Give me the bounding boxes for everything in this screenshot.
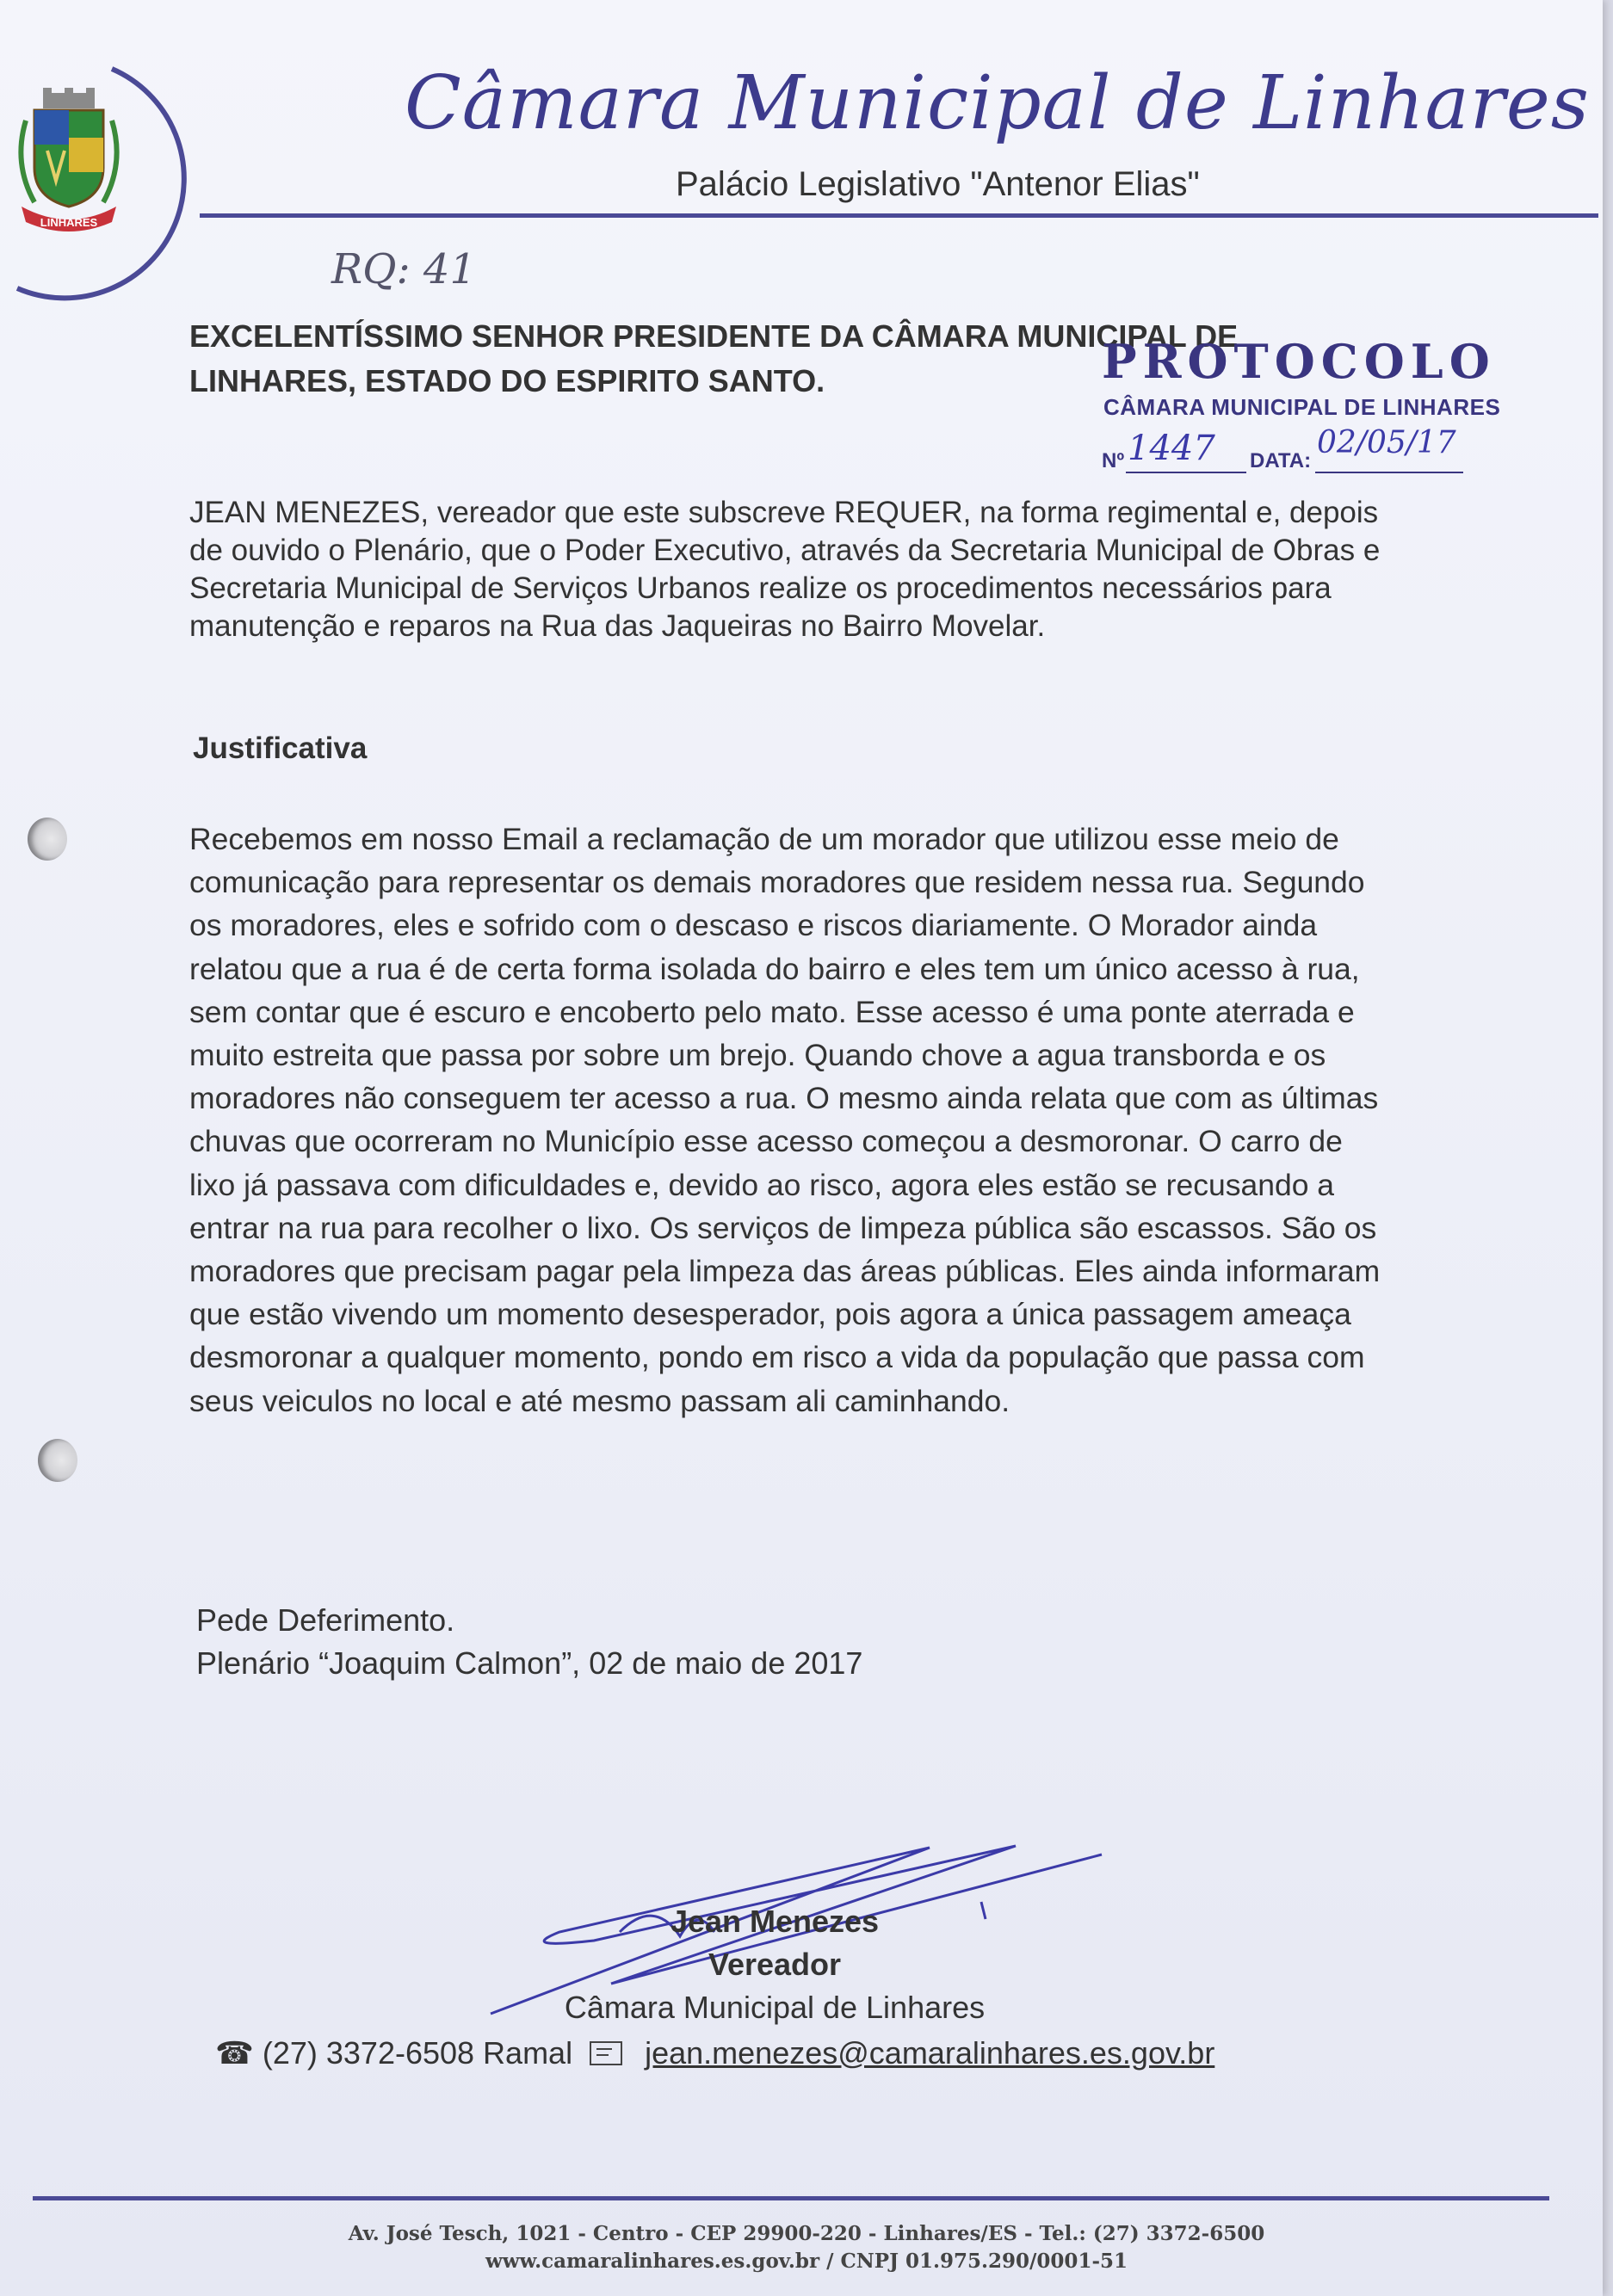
closing-block — [196, 1599, 862, 1685]
contact-line — [215, 2035, 1214, 2071]
stamp-date-value: 02/05/17 — [1317, 425, 1456, 460]
institution-subtitle: Palácio Legislativo "Antenor Elias" — [676, 165, 1200, 203]
stamp-number-underline — [1126, 472, 1246, 473]
footer — [0, 2220, 1613, 2275]
stamp-date-underline — [1315, 472, 1463, 473]
header-rule — [200, 213, 1598, 218]
envelope-icon — [590, 2041, 622, 2065]
stamp-title: PROTOCOLO — [1102, 334, 1496, 389]
closing-text: Pede Deferimento. — [196, 1602, 455, 1638]
signer-name: Jean Menezes — [670, 1904, 880, 1939]
crest-banner-text: LINHARES — [40, 216, 98, 229]
institution-title: Câmara Municipal de Linhares — [405, 60, 1590, 146]
stamp-fields — [1102, 425, 1463, 480]
email-link[interactable]: jean.menezes@camaralinhares.es.gov.br — [645, 2035, 1215, 2071]
stamp-subtitle: CÂMARA MUNICIPAL DE LINHARES — [1103, 394, 1501, 420]
phone-number: (27) 3372-6508 Ramal — [262, 2035, 573, 2071]
stamp-number-value: 1447 — [1128, 429, 1215, 468]
footer-address: Av. José Tesch, 1021 - Centro - CEP 29900-220 - Linhares/ES - Tel.: (27) 3372-6500 — [348, 2222, 1265, 2245]
signer-role: Vereador — [708, 1947, 842, 1982]
handwritten-reference: RQ: 41 — [331, 245, 476, 293]
signer-organization: Câmara Municipal de Linhares — [564, 1990, 986, 2025]
justification-paragraph: Recebemos em nosso Email a reclamação de um morador que utilizou esse meio de comunicação para representar os demais moradores que residem nessa rua. Segundo os moradores, eles e sofrido com o descaso e riscos diariamente. O Morador ainda relatou que a rua é de certa forma isolada do bairro e eles tem um único acesso à rua, sem contar que é escuro e encoberto pelo mato. Esse acesso é uma ponte aterrada e muito estreita que passa por sobre um brejo. Quando chove a agua transborda e os moradores não conseguem ter acesso a rua. O mesmo ainda relata que com as últimas chuvas que ocorreram no Município esse acesso começou a desmoronar. O carro de lixo já passava com dificuldades e, devido ao risco, agora eles estão se recusando a entrar na rua para recolher o lixo. Os serviços de limpeza pública são escassos. São os moradores que precisam pagar pela limpeza das áreas públicas. Eles ainda informaram que estão vivendo um momento desesperador, pois agora a única passagem ameaça desmoronar a qualquer momento, pondo em risco a vida da população que passa com seus veiculos no local e até mesmo passam ali caminhando. — [189, 822, 1381, 1418]
stamp-date-label: DATA: — [1250, 449, 1312, 472]
addressee: EXCELENTÍSSIMO SENHOR PRESIDENTE DA CÂMARA MUNICIPAL DE LINHARES, ESTADO DO ESPIRITO SANTO. — [189, 318, 1239, 398]
stamp-number-label: Nº — [1102, 449, 1125, 472]
footer-website: www.camaralinhares.es.gov.br / CNPJ 01.975.290/0001-51 — [485, 2250, 1128, 2273]
city-crest-logo — [9, 86, 129, 241]
telephone-icon: ☎ — [215, 2035, 254, 2071]
request-paragraph: JEAN MENEZES, vereador que este subscreve REQUER, na forma regimental e, depois de ouvido o Plenário, que o Poder Executivo, através da Secretaria Municipal de Obras e Secretaria Municipal de Serviços Urbanos realize os procedimentos necessários para manutenção e reparos na Rua das Jaqueiras no Bairro Movelar. — [189, 496, 1381, 643]
punch-hole-bottom — [38, 1439, 77, 1482]
footer-rule — [33, 2196, 1549, 2200]
punch-hole-top — [28, 818, 67, 861]
place-date: Plenário “Joaquim Calmon”, 02 de maio de 2017 — [196, 1645, 863, 1681]
protocol-stamp — [1102, 334, 1501, 487]
justification-heading: Justificativa — [193, 731, 368, 765]
